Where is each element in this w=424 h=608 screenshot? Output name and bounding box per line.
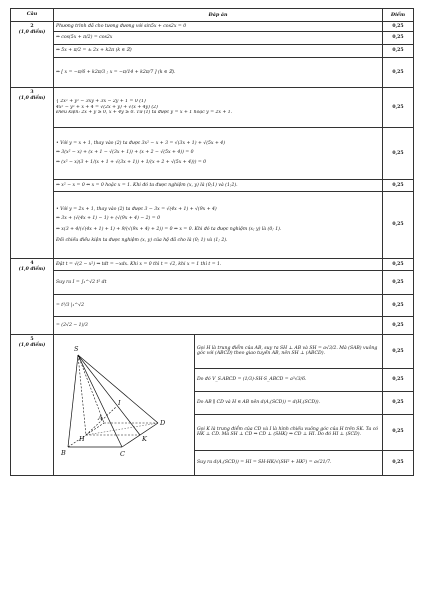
score-cell: 0,25 xyxy=(383,192,414,259)
table-row xyxy=(11,259,414,271)
answer-line: = t³/3 |₁^√2 xyxy=(54,295,383,317)
table-row xyxy=(11,271,414,295)
answer-line: Do AB ∥ CD và H ∈ AB nên d(A,(SCD)) = d(H,(SCD)). xyxy=(195,392,382,415)
answer-line: • Với y = x + 1, thay vào (2) ta được 3x² − x + 3 = √(3x + 1) + √(5x + 4) xyxy=(56,140,225,146)
answer-line: Gọi K là trung điểm của CD và I là hình chiếu vuông góc của H trên SK. Ta có HK ⊥ CD. Mà SH ⊥ CD ⇒ CD ⊥ (SHK) ⇒ CD ⊥ HI. Do đó HI ⊥ (SCD). xyxy=(195,415,382,451)
score-cell: 0,25 xyxy=(383,180,414,192)
score-cell: 0,25 xyxy=(383,295,414,317)
score-cell: 0,25 xyxy=(383,58,414,88)
question-number: 3 xyxy=(30,90,34,95)
answer-line: ⇔ 3(x² − x) + (x + 1 − √(3x + 1)) + (x + 2 − √(5x + 4)) = 0 xyxy=(56,149,194,155)
score-cell: 0,25 xyxy=(392,460,404,466)
score-cell: 0,25 xyxy=(383,259,414,271)
pyramid-diagram xyxy=(54,335,194,475)
vertex-label: I xyxy=(118,399,121,407)
score-column xyxy=(383,335,414,476)
table-row xyxy=(11,32,414,45)
answer-line: ⇔ (x² − x)(3 + 1/(x + 1 + √(3x + 1)) + 1/(x + 2 + √(5x + 4))) = 0 xyxy=(56,160,207,166)
question-number: 2 xyxy=(30,24,34,29)
figure-and-solution xyxy=(54,335,382,475)
table-row xyxy=(11,88,414,128)
score-cell: 0,25 xyxy=(383,415,413,451)
answer-sheet xyxy=(10,8,414,476)
answer-line: Đối chiếu điều kiện ta được nghiệm (x, y) của hệ đã cho là (0; 1) và (1; 2). xyxy=(56,237,228,243)
table-row xyxy=(11,317,414,335)
score-cell: 0,25 xyxy=(383,32,414,45)
score-cell: 0,25 xyxy=(383,271,414,295)
answer-line: ⇔ cos(5x + π/2) = cos2x xyxy=(54,32,383,45)
answer-table xyxy=(10,8,414,476)
question-points: (1,0 điểm) xyxy=(18,95,46,101)
answer-block xyxy=(54,192,383,259)
score-cell: 0,25 xyxy=(383,22,414,32)
answer-line: ⇔ x(3 + 4/(√(4x + 1) + 1) + 9/(√(9x + 4) + 2)) = 0 ⇔ x = 0. Khi đó ta được nghiệm (x; y) là (0; 1). xyxy=(56,227,282,233)
question-number: 5 xyxy=(30,337,34,342)
answer-line: Phương trình đã cho tương đương với sin5x + cos2x = 0 xyxy=(54,22,383,32)
score-cell: 0,25 xyxy=(383,335,413,369)
pyramid-figure xyxy=(54,335,194,475)
vertex-label: K xyxy=(142,435,147,443)
answer-block xyxy=(54,335,383,476)
vertex-label: C xyxy=(120,450,125,458)
header-answer: Đáp án xyxy=(54,9,383,22)
vertex-label: D xyxy=(160,419,166,427)
score-cell: 0,25 xyxy=(383,369,413,392)
table-row xyxy=(11,45,414,58)
answer-line: { 2x² + y² − 3xy + 3x − 2y + 1 = 0 (1) xyxy=(56,98,146,104)
vertex-label: H xyxy=(79,435,85,443)
question-4-cell xyxy=(11,259,54,335)
score-cell: 0,25 xyxy=(383,128,414,180)
question-2-cell xyxy=(11,22,54,88)
table-row xyxy=(11,22,414,32)
question-points: (1,0 điểm) xyxy=(18,342,46,348)
score-cell: 0,25 xyxy=(383,317,414,335)
table-row xyxy=(11,192,414,259)
solution-steps xyxy=(194,335,382,475)
table-header-row xyxy=(11,9,414,22)
answer-line: ⇔ x² − x = 0 ⇔ x = 0 hoặc x = 1. Khi đó ta được nghiệm (x, y) là (0;1) và (1;2). xyxy=(54,180,383,192)
score-cell: 0,25 xyxy=(383,392,413,415)
vertex-label: A xyxy=(98,414,103,422)
table-row xyxy=(11,180,414,192)
answer-line: Suy ra I = ∫₁^√2 t² dt xyxy=(54,271,383,295)
answer-line: Do đó V_S.ABCD = (1/3)·SH·S_ABCD = a³√3/6. xyxy=(195,369,382,392)
answer-block xyxy=(54,128,383,180)
answer-line: ⇔ 3x + (√(4x + 1) − 1) + (√(9x + 4) − 2) = 0 xyxy=(56,215,161,221)
answer-line: Điều kiện: 2x + y ≥ 0, x + 4y ≥ 0. Từ (1) ta được y = x + 1 hoặc y = 2x + 1. xyxy=(56,110,233,116)
question-points: (1,0 điểm) xyxy=(18,266,46,272)
vertex-label: S xyxy=(74,345,79,353)
answer-line: ⇔ 5x + π/2 = ± 2x + k2π (k ∈ ℤ) xyxy=(54,45,383,58)
question-points: (1,0 điểm) xyxy=(18,29,46,35)
answer-line: = (2√2 − 1)/3 xyxy=(54,317,383,335)
header-score: Điểm xyxy=(383,9,414,22)
question-number: 4 xyxy=(30,261,34,266)
score-stack xyxy=(383,335,413,475)
answer-line: Gọi H là trung điểm của AB, suy ra SH ⊥ AB và SH = a√3/2. Mà (SAB) vuông góc với (ABCD) theo giao tuyến AB, nên SH ⊥ (ABCD). xyxy=(195,335,382,369)
table-row xyxy=(11,128,414,180)
vertex-label: B xyxy=(61,449,66,457)
answer-line: 4x² − y² + x + 4 = √(2x + y) + √(x + 4y) (2) xyxy=(56,104,158,110)
answer-line: Đặt t = √(2 − x²) ⇒ tdt = −xdx. Khi x = 0 thì t = √2, khi x = 1 thì t = 1. xyxy=(54,259,383,271)
answer-line: ⇔ [ x = −π/6 + k2π/3 ; x = −π/14 + k2π/7 ] (k ∈ ℤ). xyxy=(54,58,383,88)
question-3-cell xyxy=(11,88,54,259)
header-question: Câu xyxy=(11,9,54,22)
table-row xyxy=(11,295,414,317)
table-row xyxy=(11,58,414,88)
score-cell: 0,25 xyxy=(383,45,414,58)
score-cell: 0,25 xyxy=(383,88,414,128)
answer-line: • Với y = 2x + 1, thay vào (2) ta được 3 − 3x = √(4x + 1) + √(9x + 4) xyxy=(56,206,217,212)
answer-line: Suy ra d(A,(SCD)) = HI = SH·HK/√(SH² + HK²) = a√21/7. xyxy=(197,460,332,466)
answer-block xyxy=(54,88,383,128)
question-5-cell xyxy=(11,335,54,476)
table-row xyxy=(11,335,414,476)
